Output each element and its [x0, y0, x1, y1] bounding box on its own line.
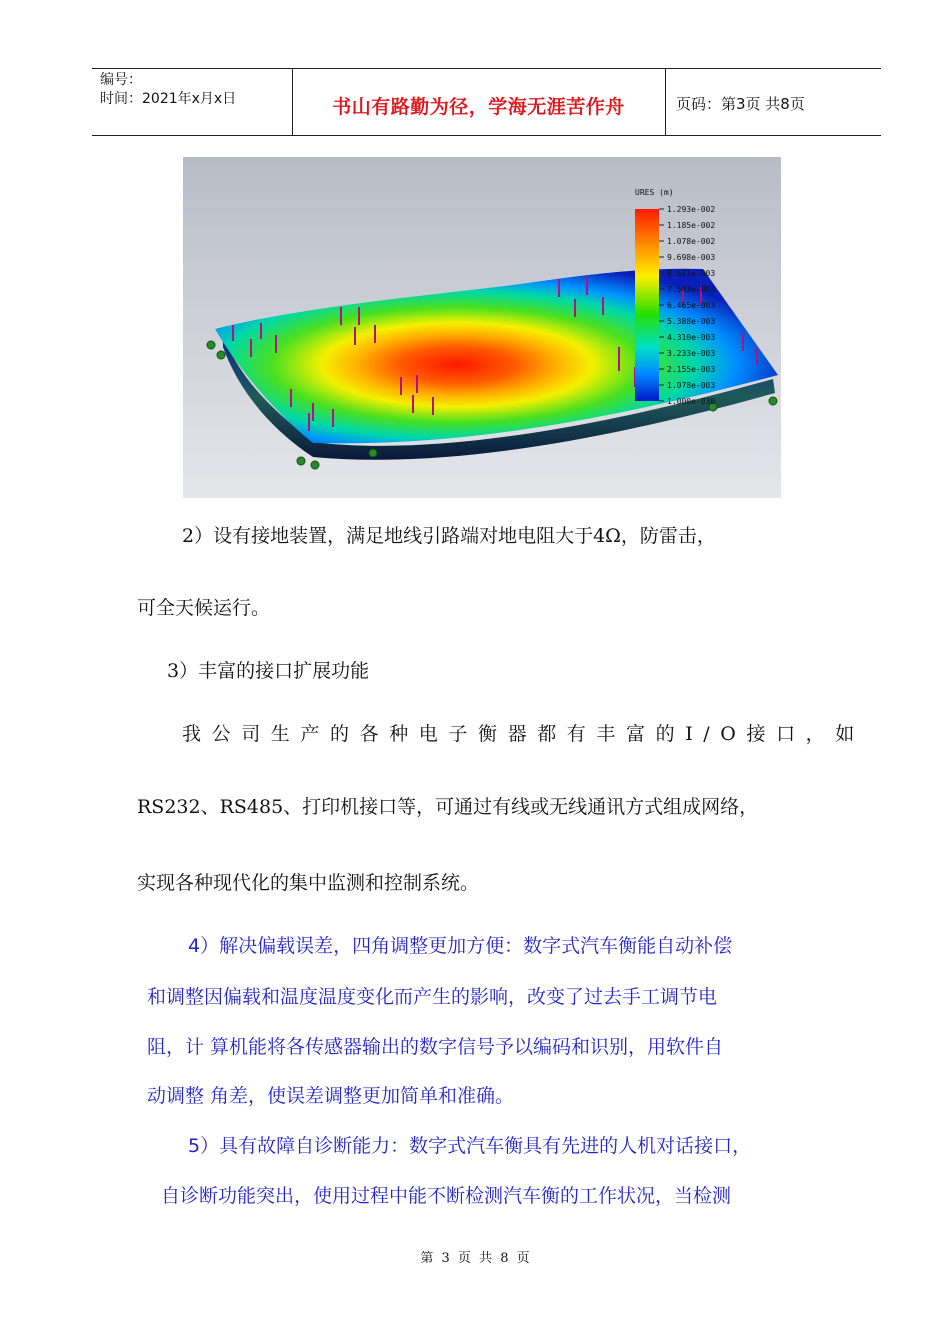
- legend-label: 5.388e-003: [667, 317, 716, 326]
- legend-label: 4.310e-003: [667, 333, 716, 342]
- legend-label: 3.233e-003: [667, 349, 716, 358]
- header-top-rule: [92, 68, 881, 69]
- fea-displacement-figure: [183, 157, 781, 498]
- para-3-line-2: RS232、RS485、打印机接口等，可通过有线或无线通讯方式组成网络，: [137, 796, 759, 818]
- header-bottom-rule: [92, 135, 881, 136]
- legend-label: 1.078e-002: [667, 237, 716, 246]
- para-4-line-3: 阻，计 算机能将各传感器输出的数字信号予以编码和识别，用软件自: [147, 1036, 724, 1058]
- fea-plot: [183, 157, 781, 498]
- legend-label: 1.000e-030: [667, 397, 716, 406]
- legend-label: 6.465e-003: [667, 301, 716, 310]
- header-divider-right: [665, 68, 666, 135]
- legend-title: URES (m): [635, 188, 674, 197]
- para-4-line-2: 和调整因偏载和温度温度变化而产生的影响，改变了过去手工调节电: [147, 986, 718, 1008]
- para-4-line-1: 4）解决偏载误差，四角调整更加方便：数字式汽车衡能自动补偿: [188, 935, 733, 957]
- legend-label: 7.543e-003: [667, 285, 716, 294]
- page-footer: 第 3 页 共 8 页: [420, 1251, 530, 1266]
- para-5-line-2: 自诊断功能突出，使用过程中能不断检测汽车衡的工作状况，当检测: [161, 1185, 732, 1207]
- header-page-number: 页码：第3页 共8页: [676, 95, 805, 113]
- para-3-title: 3）丰富的接口扩展功能: [167, 660, 370, 682]
- header-number: 编号：: [100, 72, 142, 88]
- header-info: [100, 71, 236, 109]
- header-motto: 书山有路勤为径，学海无涯苦作舟: [332, 96, 625, 118]
- para-3-line-1: 我公司生产的各种电子衡器都有丰富的I/O接口，如: [182, 723, 865, 745]
- para-5-line-1: 5）具有故障自诊断能力：数字式汽车衡具有先进的人机对话接口，: [188, 1135, 752, 1157]
- legend-label: 8.621e-003: [667, 269, 716, 278]
- header-date: 时间：2021年x月x日: [100, 91, 237, 107]
- para-2-line-1: 2）设有接地装置，满足地线引路端对地电阻大于4Ω，防雷击，: [182, 525, 716, 547]
- para-3-line-3: 实现各种现代化的集中监测和控制系统。: [137, 872, 480, 894]
- legend-label: 1.078e-003: [667, 381, 716, 390]
- legend-colorbar: [635, 209, 659, 401]
- para-2-line-2: 可全天候运行。: [137, 597, 271, 619]
- legend-label: 1.293e-002: [667, 205, 716, 214]
- para-4-line-4: 动调整 角差，使误差调整更加简单和准确。: [147, 1085, 515, 1107]
- legend-label: 1.185e-002: [667, 221, 716, 230]
- legend-label: 9.698e-003: [667, 253, 716, 262]
- legend-label: 2.155e-003: [667, 365, 716, 374]
